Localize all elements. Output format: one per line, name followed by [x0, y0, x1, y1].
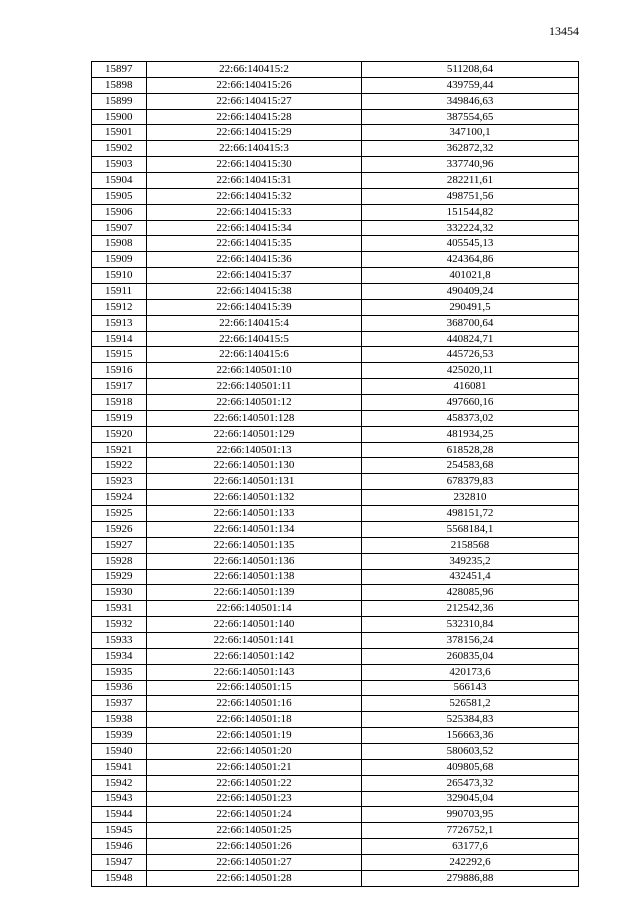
- cadastral-number-cell: 22:66:140501:132: [147, 490, 362, 506]
- value-cell: 566143: [362, 680, 579, 696]
- row-number-cell: 15901: [92, 125, 147, 141]
- table-row: [92, 664, 579, 680]
- table-row: [92, 93, 579, 109]
- value-cell: 5568184,1: [362, 521, 579, 537]
- cadastral-number-cell: 22:66:140415:34: [147, 220, 362, 236]
- row-number-cell: 15899: [92, 93, 147, 109]
- cadastral-number-cell: 22:66:140501:142: [147, 648, 362, 664]
- row-number-cell: 15906: [92, 204, 147, 220]
- table-row: [92, 807, 579, 823]
- row-number-cell: 15909: [92, 252, 147, 268]
- table-row: [92, 458, 579, 474]
- cadastral-number-cell: 22:66:140501:134: [147, 521, 362, 537]
- row-number-cell: 15897: [92, 62, 147, 78]
- table-row: [92, 632, 579, 648]
- cadastral-number-cell: 22:66:140501:28: [147, 870, 362, 886]
- value-cell: 329045,04: [362, 791, 579, 807]
- cadastral-number-cell: 22:66:140415:28: [147, 109, 362, 125]
- row-number-cell: 15943: [92, 791, 147, 807]
- value-cell: 151544,82: [362, 204, 579, 220]
- row-number-cell: 15900: [92, 109, 147, 125]
- table-row: [92, 442, 579, 458]
- row-number-cell: 15929: [92, 569, 147, 585]
- value-cell: 409805,68: [362, 759, 579, 775]
- table-row: [92, 553, 579, 569]
- table-row: [92, 62, 579, 78]
- table-row: [92, 712, 579, 728]
- table-row: [92, 315, 579, 331]
- table-row: [92, 474, 579, 490]
- row-number-cell: 15905: [92, 188, 147, 204]
- table-row: [92, 521, 579, 537]
- cadastral-number-cell: 22:66:140501:136: [147, 553, 362, 569]
- row-number-cell: 15935: [92, 664, 147, 680]
- cadastral-number-cell: 22:66:140501:130: [147, 458, 362, 474]
- row-number-cell: 15936: [92, 680, 147, 696]
- cadastral-number-cell: 22:66:140415:27: [147, 93, 362, 109]
- value-cell: 401021,8: [362, 268, 579, 284]
- table-row: [92, 696, 579, 712]
- cadastral-number-cell: 22:66:140501:140: [147, 617, 362, 633]
- cadastral-number-cell: 22:66:140501:27: [147, 854, 362, 870]
- cadastral-number-cell: 22:66:140501:131: [147, 474, 362, 490]
- table-row: [92, 791, 579, 807]
- row-number-cell: 15907: [92, 220, 147, 236]
- table-body: [92, 62, 579, 887]
- cadastral-number-cell: 22:66:140501:141: [147, 632, 362, 648]
- row-number-cell: 15912: [92, 299, 147, 315]
- cadastral-number-cell: 22:66:140415:36: [147, 252, 362, 268]
- value-cell: 212542,36: [362, 601, 579, 617]
- value-cell: 425020,11: [362, 363, 579, 379]
- table-row: [92, 823, 579, 839]
- table-row: [92, 617, 579, 633]
- value-cell: 282211,61: [362, 173, 579, 189]
- value-cell: 458373,02: [362, 410, 579, 426]
- cadastral-number-cell: 22:66:140415:39: [147, 299, 362, 315]
- row-number-cell: 15923: [92, 474, 147, 490]
- table-row: [92, 204, 579, 220]
- cadastral-number-cell: 22:66:140501:26: [147, 839, 362, 855]
- table-row: [92, 331, 579, 347]
- row-number-cell: 15922: [92, 458, 147, 474]
- value-cell: 580603,52: [362, 743, 579, 759]
- value-cell: 347100,1: [362, 125, 579, 141]
- cadastral-number-cell: 22:66:140501:12: [147, 395, 362, 411]
- cadastral-number-cell: 22:66:140415:3: [147, 141, 362, 157]
- row-number-cell: 15921: [92, 442, 147, 458]
- table-row: [92, 141, 579, 157]
- value-cell: 525384,83: [362, 712, 579, 728]
- cadastral-number-cell: 22:66:140415:5: [147, 331, 362, 347]
- value-cell: 432451,4: [362, 569, 579, 585]
- cadastral-number-cell: 22:66:140415:35: [147, 236, 362, 252]
- value-cell: 424364,86: [362, 252, 579, 268]
- row-number-cell: 15930: [92, 585, 147, 601]
- cadastral-number-cell: 22:66:140501:20: [147, 743, 362, 759]
- cadastral-number-cell: 22:66:140501:24: [147, 807, 362, 823]
- page-number: 13454: [549, 24, 579, 38]
- cadastral-number-cell: 22:66:140415:31: [147, 173, 362, 189]
- value-cell: 387554,65: [362, 109, 579, 125]
- cadastral-number-cell: 22:66:140501:25: [147, 823, 362, 839]
- row-number-cell: 15917: [92, 379, 147, 395]
- row-number-cell: 15925: [92, 506, 147, 522]
- value-cell: 362872,32: [362, 141, 579, 157]
- value-cell: 497660,16: [362, 395, 579, 411]
- table-row: [92, 157, 579, 173]
- table-row: [92, 601, 579, 617]
- cadastral-number-cell: 22:66:140415:33: [147, 204, 362, 220]
- table-row: [92, 648, 579, 664]
- cadastral-number-cell: 22:66:140501:10: [147, 363, 362, 379]
- cadastral-number-cell: 22:66:140415:2: [147, 62, 362, 78]
- row-number-cell: 15931: [92, 601, 147, 617]
- row-number-cell: 15928: [92, 553, 147, 569]
- table-row: [92, 585, 579, 601]
- cadastral-number-cell: 22:66:140501:129: [147, 426, 362, 442]
- cadastral-number-cell: 22:66:140501:143: [147, 664, 362, 680]
- value-cell: 532310,84: [362, 617, 579, 633]
- cadastral-number-cell: 22:66:140415:30: [147, 157, 362, 173]
- value-cell: 242292,6: [362, 854, 579, 870]
- table-row: [92, 680, 579, 696]
- cadastral-number-cell: 22:66:140501:135: [147, 537, 362, 553]
- row-number-cell: 15919: [92, 410, 147, 426]
- table-row: [92, 537, 579, 553]
- value-cell: 2158568: [362, 537, 579, 553]
- row-number-cell: 15939: [92, 728, 147, 744]
- row-number-cell: 15932: [92, 617, 147, 633]
- row-number-cell: 15908: [92, 236, 147, 252]
- data-table: [91, 61, 579, 887]
- row-number-cell: 15904: [92, 173, 147, 189]
- row-number-cell: 15914: [92, 331, 147, 347]
- table-row: [92, 743, 579, 759]
- row-number-cell: 15948: [92, 870, 147, 886]
- value-cell: 405545,13: [362, 236, 579, 252]
- cadastral-number-cell: 22:66:140415:37: [147, 268, 362, 284]
- cadastral-number-cell: 22:66:140415:6: [147, 347, 362, 363]
- cadastral-number-cell: 22:66:140501:138: [147, 569, 362, 585]
- value-cell: 279886,88: [362, 870, 579, 886]
- cadastral-number-cell: 22:66:140501:19: [147, 728, 362, 744]
- cadastral-number-cell: 22:66:140501:11: [147, 379, 362, 395]
- row-number-cell: 15915: [92, 347, 147, 363]
- row-number-cell: 15898: [92, 77, 147, 93]
- cadastral-number-cell: 22:66:140501:128: [147, 410, 362, 426]
- row-number-cell: 15920: [92, 426, 147, 442]
- value-cell: 63177,6: [362, 839, 579, 855]
- table-row: [92, 728, 579, 744]
- value-cell: 440824,71: [362, 331, 579, 347]
- value-cell: 156663,36: [362, 728, 579, 744]
- value-cell: 232810: [362, 490, 579, 506]
- table-row: [92, 854, 579, 870]
- row-number-cell: 15942: [92, 775, 147, 791]
- table-row: [92, 252, 579, 268]
- value-cell: 378156,24: [362, 632, 579, 648]
- table-row: [92, 347, 579, 363]
- row-number-cell: 15902: [92, 141, 147, 157]
- value-cell: 349846,63: [362, 93, 579, 109]
- cadastral-number-cell: 22:66:140501:21: [147, 759, 362, 775]
- table-row: [92, 870, 579, 886]
- table-row: [92, 569, 579, 585]
- value-cell: 265473,32: [362, 775, 579, 791]
- table-row: [92, 839, 579, 855]
- value-cell: 481934,25: [362, 426, 579, 442]
- value-cell: 439759,44: [362, 77, 579, 93]
- table-row: [92, 268, 579, 284]
- row-number-cell: 15944: [92, 807, 147, 823]
- value-cell: 260835,04: [362, 648, 579, 664]
- cadastral-number-cell: 22:66:140501:16: [147, 696, 362, 712]
- row-number-cell: 15947: [92, 854, 147, 870]
- value-cell: 337740,96: [362, 157, 579, 173]
- cadastral-number-cell: 22:66:140501:18: [147, 712, 362, 728]
- value-cell: 254583,68: [362, 458, 579, 474]
- cadastral-number-cell: 22:66:140501:22: [147, 775, 362, 791]
- table-row: [92, 173, 579, 189]
- row-number-cell: 15941: [92, 759, 147, 775]
- value-cell: 428085,96: [362, 585, 579, 601]
- row-number-cell: 15918: [92, 395, 147, 411]
- table-row: [92, 410, 579, 426]
- table-row: [92, 284, 579, 300]
- table-row: [92, 363, 579, 379]
- table-row: [92, 220, 579, 236]
- cadastral-number-cell: 22:66:140415:29: [147, 125, 362, 141]
- value-cell: 990703,95: [362, 807, 579, 823]
- row-number-cell: 15916: [92, 363, 147, 379]
- table-row: [92, 379, 579, 395]
- cadastral-number-cell: 22:66:140415:32: [147, 188, 362, 204]
- table-row: [92, 426, 579, 442]
- row-number-cell: 15946: [92, 839, 147, 855]
- cadastral-number-cell: 22:66:140415:38: [147, 284, 362, 300]
- row-number-cell: 15903: [92, 157, 147, 173]
- cadastral-number-cell: 22:66:140501:133: [147, 506, 362, 522]
- value-cell: 420173,6: [362, 664, 579, 680]
- table-row: [92, 299, 579, 315]
- cadastral-number-cell: 22:66:140501:23: [147, 791, 362, 807]
- table-row: [92, 125, 579, 141]
- row-number-cell: 15924: [92, 490, 147, 506]
- row-number-cell: 15911: [92, 284, 147, 300]
- row-number-cell: 15910: [92, 268, 147, 284]
- cadastral-number-cell: 22:66:140501:13: [147, 442, 362, 458]
- row-number-cell: 15934: [92, 648, 147, 664]
- value-cell: 498151,72: [362, 506, 579, 522]
- value-cell: 349235,2: [362, 553, 579, 569]
- cadastral-number-cell: 22:66:140501:15: [147, 680, 362, 696]
- value-cell: 526581,2: [362, 696, 579, 712]
- row-number-cell: 15933: [92, 632, 147, 648]
- table-row: [92, 236, 579, 252]
- row-number-cell: 15926: [92, 521, 147, 537]
- row-number-cell: 15938: [92, 712, 147, 728]
- row-number-cell: 15945: [92, 823, 147, 839]
- value-cell: 618528,28: [362, 442, 579, 458]
- row-number-cell: 15913: [92, 315, 147, 331]
- value-cell: 490409,24: [362, 284, 579, 300]
- table-row: [92, 775, 579, 791]
- value-cell: 511208,64: [362, 62, 579, 78]
- value-cell: 498751,56: [362, 188, 579, 204]
- table-row: [92, 395, 579, 411]
- value-cell: 416081: [362, 379, 579, 395]
- value-cell: 290491,5: [362, 299, 579, 315]
- row-number-cell: 15940: [92, 743, 147, 759]
- value-cell: 332224,32: [362, 220, 579, 236]
- value-cell: 368700,64: [362, 315, 579, 331]
- table-row: [92, 77, 579, 93]
- cadastral-number-cell: 22:66:140415:26: [147, 77, 362, 93]
- cadastral-number-cell: 22:66:140501:14: [147, 601, 362, 617]
- table-row: [92, 188, 579, 204]
- row-number-cell: 15927: [92, 537, 147, 553]
- value-cell: 678379,83: [362, 474, 579, 490]
- value-cell: 445726,53: [362, 347, 579, 363]
- table-row: [92, 109, 579, 125]
- row-number-cell: 15937: [92, 696, 147, 712]
- value-cell: 7726752,1: [362, 823, 579, 839]
- table-row: [92, 506, 579, 522]
- table-row: [92, 490, 579, 506]
- cadastral-number-cell: 22:66:140501:139: [147, 585, 362, 601]
- cadastral-number-cell: 22:66:140415:4: [147, 315, 362, 331]
- table-row: [92, 759, 579, 775]
